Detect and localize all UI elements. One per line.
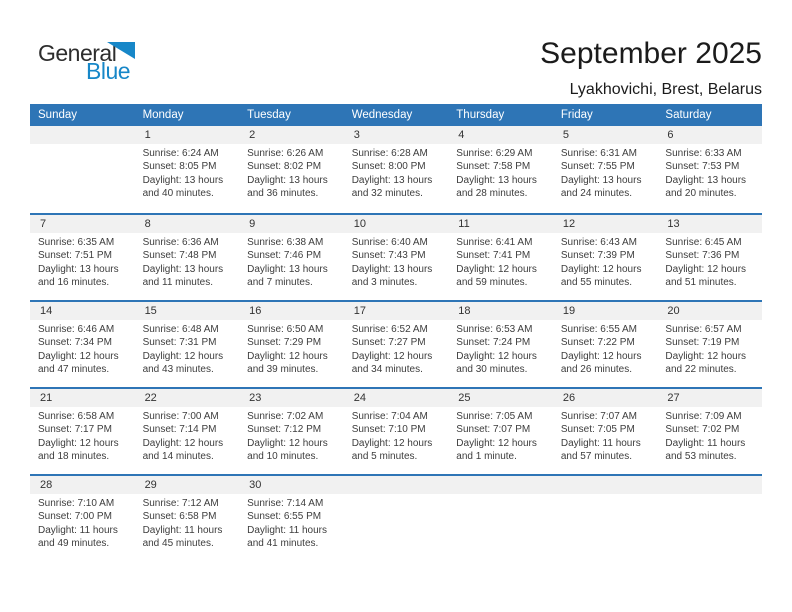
day-number: 23 bbox=[239, 389, 344, 407]
day-cell bbox=[344, 302, 449, 387]
weekday-thursday: Thursday bbox=[456, 109, 505, 121]
day-cell bbox=[657, 126, 762, 213]
day-number: 6 bbox=[657, 126, 762, 144]
day-number bbox=[30, 126, 135, 144]
day-number: 2 bbox=[239, 126, 344, 144]
day-cell bbox=[657, 302, 762, 387]
sunset-text: Sunset: 7:41 PM bbox=[456, 250, 531, 262]
day-number: 1 bbox=[135, 126, 240, 144]
day-cell-empty bbox=[657, 476, 762, 561]
day-details bbox=[344, 144, 449, 201]
sunrise-text: Sunrise: 6:40 AM bbox=[351, 237, 428, 248]
daylight-text: Daylight: 13 hours and 36 minutes. bbox=[247, 174, 328, 200]
day-details bbox=[239, 233, 344, 290]
sunrise-text: Sunrise: 6:41 AM bbox=[456, 237, 533, 248]
sunset-text: Sunset: 7:24 PM bbox=[456, 337, 531, 349]
sunset-text: Sunset: 7:00 PM bbox=[38, 511, 112, 523]
daylight-text: Daylight: 13 hours and 20 minutes. bbox=[665, 174, 747, 200]
daylight-text: Daylight: 13 hours and 7 minutes. bbox=[247, 263, 328, 289]
daylight-text: Daylight: 11 hours and 45 minutes. bbox=[142, 524, 223, 550]
day-number: 9 bbox=[239, 215, 344, 233]
sunrise-text: Sunrise: 6:55 AM bbox=[560, 324, 637, 335]
day-number: 21 bbox=[30, 389, 135, 407]
daylight-text: Daylight: 13 hours and 16 minutes. bbox=[38, 263, 119, 289]
sunset-text: Sunset: 7:27 PM bbox=[351, 337, 426, 349]
day-details bbox=[448, 144, 553, 201]
day-cell bbox=[448, 126, 553, 213]
daylight-text: Daylight: 12 hours and 18 minutes. bbox=[38, 437, 119, 463]
day-details bbox=[239, 144, 344, 201]
day-cell bbox=[239, 389, 344, 474]
sunrise-text: Sunrise: 7:14 AM bbox=[247, 498, 324, 509]
day-cell bbox=[135, 476, 240, 561]
day-number: 8 bbox=[135, 215, 240, 233]
day-cell bbox=[30, 389, 135, 474]
weekday-header bbox=[30, 104, 762, 126]
day-details bbox=[657, 144, 762, 201]
day-cell bbox=[344, 126, 449, 213]
day-number: 7 bbox=[30, 215, 135, 233]
sunset-text: Sunset: 7:58 PM bbox=[456, 161, 531, 173]
day-number: 13 bbox=[657, 215, 762, 233]
daylight-text: Daylight: 12 hours and 10 minutes. bbox=[247, 437, 328, 463]
daylight-text: Daylight: 12 hours and 34 minutes. bbox=[351, 350, 433, 376]
sunset-text: Sunset: 7:07 PM bbox=[456, 424, 531, 436]
sunset-text: Sunset: 7:55 PM bbox=[560, 161, 635, 173]
day-details bbox=[448, 320, 553, 377]
day-details bbox=[448, 233, 553, 290]
day-cell-empty bbox=[448, 476, 553, 561]
weeks-grid bbox=[30, 126, 762, 561]
weekday-tuesday: Tuesday bbox=[247, 109, 291, 121]
day-details bbox=[30, 233, 135, 290]
sunset-text: Sunset: 7:02 PM bbox=[665, 424, 740, 436]
sunset-text: Sunset: 7:22 PM bbox=[560, 337, 635, 349]
sunset-text: Sunset: 7:48 PM bbox=[142, 250, 217, 262]
sunrise-text: Sunrise: 7:04 AM bbox=[351, 411, 428, 422]
day-cell bbox=[344, 389, 449, 474]
sunset-text: Sunset: 7:31 PM bbox=[142, 337, 217, 349]
sunset-text: Sunset: 8:00 PM bbox=[351, 161, 426, 173]
daylight-text: Daylight: 12 hours and 30 minutes. bbox=[456, 350, 537, 376]
weekday-monday: Monday bbox=[142, 109, 184, 121]
daylight-text: Daylight: 12 hours and 26 minutes. bbox=[560, 350, 642, 376]
day-details bbox=[135, 144, 240, 201]
day-cell bbox=[657, 215, 762, 300]
sunset-text: Sunset: 7:19 PM bbox=[665, 337, 740, 349]
sunset-text: Sunset: 7:12 PM bbox=[247, 424, 322, 436]
weekday-wednesday: Wednesday bbox=[351, 109, 413, 121]
sunrise-text: Sunrise: 6:53 AM bbox=[456, 324, 533, 335]
sunset-text: Sunset: 8:05 PM bbox=[142, 161, 217, 173]
daylight-text: Daylight: 13 hours and 11 minutes. bbox=[142, 263, 224, 289]
sunrise-text: Sunrise: 6:50 AM bbox=[247, 324, 324, 335]
day-details bbox=[135, 494, 240, 551]
day-cell bbox=[239, 215, 344, 300]
day-number: 5 bbox=[553, 126, 658, 144]
day-number: 15 bbox=[135, 302, 240, 320]
sunset-text: Sunset: 8:02 PM bbox=[247, 161, 322, 173]
day-number: 29 bbox=[135, 476, 240, 494]
day-number: 26 bbox=[553, 389, 658, 407]
day-number: 20 bbox=[657, 302, 762, 320]
week-row bbox=[30, 213, 762, 300]
sunrise-text: Sunrise: 6:29 AM bbox=[456, 148, 533, 159]
day-cell bbox=[657, 389, 762, 474]
sunset-text: Sunset: 7:51 PM bbox=[38, 250, 112, 262]
day-number: 4 bbox=[448, 126, 553, 144]
weekday-saturday: Saturday bbox=[665, 109, 712, 121]
sunrise-text: Sunrise: 7:07 AM bbox=[560, 411, 637, 422]
daylight-text: Daylight: 11 hours and 49 minutes. bbox=[38, 524, 118, 550]
daylight-text: Daylight: 12 hours and 14 minutes. bbox=[142, 437, 224, 463]
page-title: September 2025 bbox=[540, 37, 762, 70]
daylight-text: Daylight: 12 hours and 51 minutes. bbox=[665, 263, 747, 289]
daylight-text: Daylight: 11 hours and 57 minutes. bbox=[560, 437, 641, 463]
day-cell bbox=[30, 302, 135, 387]
day-cell-empty bbox=[30, 126, 135, 213]
daylight-text: Daylight: 13 hours and 40 minutes. bbox=[142, 174, 224, 200]
day-details bbox=[553, 233, 658, 290]
daylight-text: Daylight: 13 hours and 24 minutes. bbox=[560, 174, 642, 200]
day-details bbox=[239, 407, 344, 464]
sunrise-text: Sunrise: 6:45 AM bbox=[665, 237, 742, 248]
sunset-text: Sunset: 7:29 PM bbox=[247, 337, 322, 349]
sunrise-text: Sunrise: 6:24 AM bbox=[142, 148, 219, 159]
sunset-text: Sunset: 6:58 PM bbox=[142, 511, 217, 523]
day-cell bbox=[553, 126, 658, 213]
sunrise-text: Sunrise: 6:28 AM bbox=[351, 148, 428, 159]
daylight-text: Daylight: 12 hours and 43 minutes. bbox=[142, 350, 224, 376]
sunrise-text: Sunrise: 6:31 AM bbox=[560, 148, 637, 159]
day-cell bbox=[553, 389, 658, 474]
day-details bbox=[239, 494, 344, 551]
sunrise-text: Sunrise: 6:48 AM bbox=[142, 324, 219, 335]
day-cell-empty bbox=[344, 476, 449, 561]
day-cell bbox=[135, 126, 240, 213]
day-details bbox=[344, 233, 449, 290]
day-details bbox=[30, 494, 135, 551]
day-number: 14 bbox=[30, 302, 135, 320]
day-details bbox=[135, 407, 240, 464]
day-number: 30 bbox=[239, 476, 344, 494]
day-details bbox=[657, 407, 762, 464]
day-number: 27 bbox=[657, 389, 762, 407]
day-cell bbox=[553, 215, 658, 300]
daylight-text: Daylight: 11 hours and 41 minutes. bbox=[247, 524, 327, 550]
day-details bbox=[448, 407, 553, 464]
day-number: 17 bbox=[344, 302, 449, 320]
day-details bbox=[657, 320, 762, 377]
day-cell bbox=[135, 389, 240, 474]
day-details bbox=[657, 233, 762, 290]
day-number: 18 bbox=[448, 302, 553, 320]
sunrise-text: Sunrise: 7:02 AM bbox=[247, 411, 324, 422]
day-details bbox=[553, 320, 658, 377]
sunrise-text: Sunrise: 6:57 AM bbox=[665, 324, 742, 335]
sunset-text: Sunset: 7:46 PM bbox=[247, 250, 322, 262]
day-details bbox=[553, 407, 658, 464]
sunset-text: Sunset: 7:17 PM bbox=[38, 424, 112, 436]
day-cell bbox=[30, 215, 135, 300]
sunrise-text: Sunrise: 7:12 AM bbox=[142, 498, 219, 509]
location-subtitle: Lyakhovichi, Brest, Belarus bbox=[569, 81, 762, 98]
sunrise-text: Sunrise: 6:35 AM bbox=[38, 237, 115, 248]
day-details bbox=[239, 320, 344, 377]
weekday-friday: Friday bbox=[560, 109, 593, 121]
day-number: 16 bbox=[239, 302, 344, 320]
sunrise-text: Sunrise: 7:10 AM bbox=[38, 498, 115, 509]
day-cell bbox=[239, 302, 344, 387]
week-row bbox=[30, 126, 762, 213]
daylight-text: Daylight: 12 hours and 22 minutes. bbox=[665, 350, 747, 376]
sunset-text: Sunset: 7:36 PM bbox=[665, 250, 740, 262]
sunrise-text: Sunrise: 6:33 AM bbox=[665, 148, 742, 159]
day-number: 22 bbox=[135, 389, 240, 407]
week-row bbox=[30, 474, 762, 561]
day-number: 19 bbox=[553, 302, 658, 320]
day-number: 10 bbox=[344, 215, 449, 233]
day-details bbox=[30, 320, 135, 377]
day-cell-empty bbox=[553, 476, 658, 561]
daylight-text: Daylight: 12 hours and 59 minutes. bbox=[456, 263, 537, 289]
daylight-text: Daylight: 13 hours and 3 minutes. bbox=[351, 263, 433, 289]
daylight-text: Daylight: 12 hours and 5 minutes. bbox=[351, 437, 433, 463]
sunrise-text: Sunrise: 6:38 AM bbox=[247, 237, 324, 248]
sunrise-text: Sunrise: 6:52 AM bbox=[351, 324, 428, 335]
daylight-text: Daylight: 12 hours and 1 minute. bbox=[456, 437, 537, 463]
sunset-text: Sunset: 7:10 PM bbox=[351, 424, 426, 436]
sunrise-text: Sunrise: 7:09 AM bbox=[665, 411, 742, 422]
sunrise-text: Sunrise: 6:26 AM bbox=[247, 148, 324, 159]
sunset-text: Sunset: 7:53 PM bbox=[665, 161, 740, 173]
day-cell bbox=[448, 389, 553, 474]
day-number: 3 bbox=[344, 126, 449, 144]
day-number: 28 bbox=[30, 476, 135, 494]
day-cell bbox=[135, 302, 240, 387]
daylight-text: Daylight: 12 hours and 47 minutes. bbox=[38, 350, 119, 376]
logo-text-blue: Blue bbox=[86, 58, 131, 84]
day-cell bbox=[239, 476, 344, 561]
sunset-text: Sunset: 7:43 PM bbox=[351, 250, 426, 262]
day-number: 12 bbox=[553, 215, 658, 233]
day-number bbox=[344, 476, 449, 494]
sunrise-text: Sunrise: 6:58 AM bbox=[38, 411, 115, 422]
daylight-text: Daylight: 11 hours and 53 minutes. bbox=[665, 437, 746, 463]
sunset-text: Sunset: 7:39 PM bbox=[560, 250, 635, 262]
day-details bbox=[135, 233, 240, 290]
sunset-text: Sunset: 7:14 PM bbox=[142, 424, 217, 436]
sunset-text: Sunset: 6:55 PM bbox=[247, 511, 322, 523]
week-row bbox=[30, 387, 762, 474]
day-number: 25 bbox=[448, 389, 553, 407]
sunset-text: Sunset: 7:05 PM bbox=[560, 424, 635, 436]
sunrise-text: Sunrise: 6:43 AM bbox=[560, 237, 637, 248]
day-number: 11 bbox=[448, 215, 553, 233]
day-number: 24 bbox=[344, 389, 449, 407]
title-block bbox=[540, 36, 762, 100]
week-row bbox=[30, 300, 762, 387]
daylight-text: Daylight: 12 hours and 39 minutes. bbox=[247, 350, 328, 376]
general-blue-logo bbox=[38, 40, 148, 84]
day-cell bbox=[30, 476, 135, 561]
day-number bbox=[448, 476, 553, 494]
sunrise-text: Sunrise: 7:05 AM bbox=[456, 411, 533, 422]
calendar bbox=[30, 104, 762, 561]
day-cell bbox=[344, 215, 449, 300]
day-details bbox=[135, 320, 240, 377]
sunrise-text: Sunrise: 6:46 AM bbox=[38, 324, 115, 335]
day-number bbox=[553, 476, 658, 494]
day-details bbox=[344, 407, 449, 464]
weekday-sunday: Sunday bbox=[38, 109, 78, 121]
sunrise-text: Sunrise: 6:36 AM bbox=[142, 237, 219, 248]
day-cell bbox=[448, 215, 553, 300]
day-number bbox=[657, 476, 762, 494]
day-details bbox=[553, 144, 658, 201]
day-cell bbox=[135, 215, 240, 300]
day-details bbox=[344, 320, 449, 377]
daylight-text: Daylight: 12 hours and 55 minutes. bbox=[560, 263, 642, 289]
day-details bbox=[30, 407, 135, 464]
logo-text-general: General bbox=[38, 40, 117, 66]
sunset-text: Sunset: 7:34 PM bbox=[38, 337, 112, 349]
daylight-text: Daylight: 13 hours and 32 minutes. bbox=[351, 174, 433, 200]
day-cell bbox=[239, 126, 344, 213]
day-cell bbox=[448, 302, 553, 387]
daylight-text: Daylight: 13 hours and 28 minutes. bbox=[456, 174, 537, 200]
sunrise-text: Sunrise: 7:00 AM bbox=[142, 411, 219, 422]
day-cell bbox=[553, 302, 658, 387]
